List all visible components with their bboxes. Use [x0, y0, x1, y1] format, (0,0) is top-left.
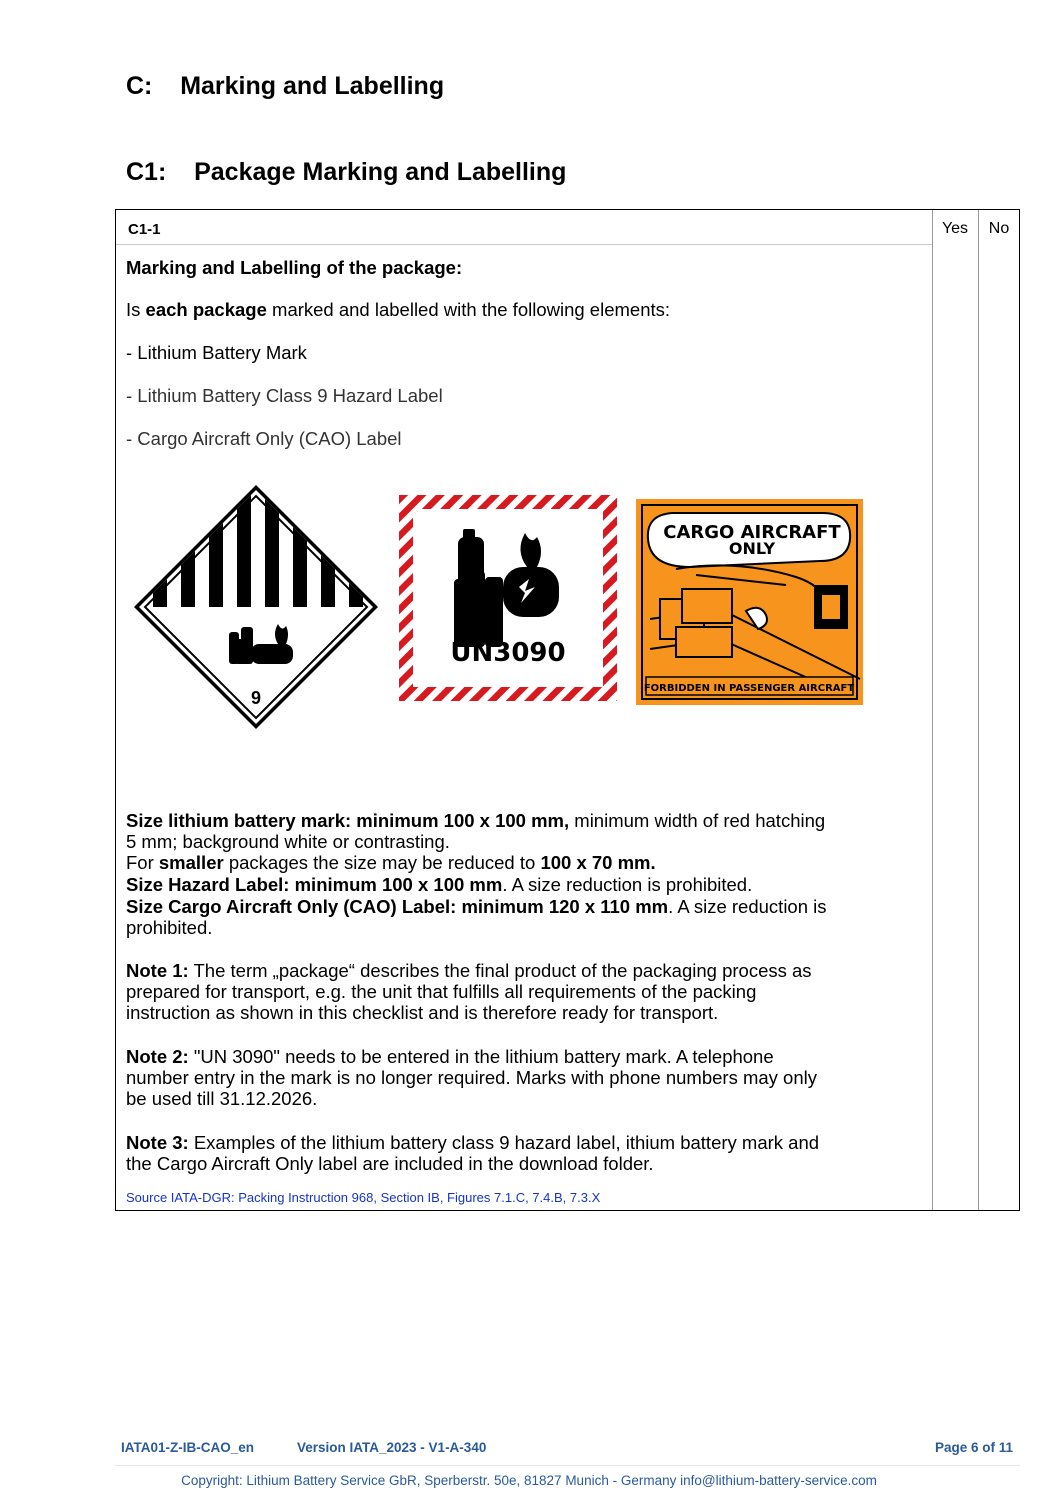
- subsection-heading: C1: Package Marking and Labelling: [126, 158, 567, 186]
- column-divider: [978, 210, 979, 1210]
- hazard-class-number: 9: [250, 688, 262, 708]
- footer-divider: [115, 1465, 1020, 1466]
- class-9-hazard-label: [133, 484, 379, 732]
- note-2-line: be used till 31.12.2026.: [126, 1088, 318, 1109]
- header-rule: [116, 244, 932, 245]
- checklist-table: [115, 209, 1020, 1211]
- column-divider: [932, 210, 933, 1210]
- note-3-line: the Cargo Aircraft Only label are included in the download folder.: [126, 1153, 654, 1174]
- note-1-line: prepared for transport, e.g. the unit that fulfills all requirements of the packing: [126, 981, 757, 1002]
- size-line: Size Cargo Aircraft Only (CAO) Label: minimum 120 x 110 mm. A size reduction is: [126, 896, 827, 917]
- checklist-question: Is each package marked and labelled with the following elements:: [126, 299, 671, 320]
- cao-bottom-text: FORBIDDEN IN PASSENGER AIRCRAFT: [643, 683, 855, 694]
- cao-title-line1: CARGO AIRCRAFT: [663, 522, 841, 543]
- un-number-text: UN3090: [450, 638, 566, 668]
- note-1: Note 1: The term „package“ describes the final product of the packaging process as: [126, 960, 812, 981]
- footer-page-number: Page 6 of 11: [934, 1440, 1013, 1455]
- list-item: - Lithium Battery Class 9 Hazard Label: [126, 385, 443, 406]
- size-line: For smaller packages the size may be reduced to 100 x 70 mm.: [126, 852, 656, 873]
- note-1-line: instruction as shown in this checklist and is therefore ready for transport.: [126, 1002, 719, 1023]
- footer-doc-id: IATA01-Z-IB-CAO_en: [121, 1440, 255, 1455]
- list-item: - Cargo Aircraft Only (CAO) Label: [126, 428, 402, 449]
- lithium-battery-mark: [399, 495, 617, 701]
- note-2-line: number entry in the mark is no longer required. Marks with phone numbers may only: [126, 1067, 817, 1088]
- no-column-header[interactable]: No: [988, 220, 1010, 237]
- checklist-item-id: C1-1: [128, 221, 161, 238]
- size-line: prohibited.: [126, 917, 213, 938]
- note-2: Note 2: "UN 3090" needs to be entered in the lithium battery mark. A telephone: [126, 1046, 774, 1067]
- size-line: Size Hazard Label: minimum 100 x 100 mm. A size reduction is prohibited.: [126, 874, 753, 895]
- note-3: Note 3: Examples of the lithium battery class 9 hazard label, ithium battery mark and: [126, 1132, 820, 1153]
- source-reference: Source IATA-DGR: Packing Instruction 968, Section IB, Figures 7.1.C, 7.4.B, 7.3.X: [126, 1190, 601, 1205]
- size-line: 5 mm; background white or contrasting.: [126, 831, 450, 852]
- cao-title-line2: ONLY: [728, 539, 776, 558]
- list-item: - Lithium Battery Mark: [126, 342, 307, 363]
- footer-version: Version IATA_2023 - V1-A-340: [297, 1440, 487, 1455]
- checklist-heading: Marking and Labelling of the package:: [126, 257, 463, 278]
- yes-column-header[interactable]: Yes: [941, 220, 969, 237]
- section-heading: C: Marking and Labelling: [126, 72, 445, 100]
- size-line: Size lithium battery mark: minimum 100 x 100 mm, minimum width of red hatching: [126, 810, 826, 831]
- footer-copyright: Copyright: Lithium Battery Service GbR, Sperberstr. 50e, 81827 Munich - Germany info@lithium-battery-service.com: [181, 1473, 877, 1488]
- cargo-aircraft-only-label: [636, 499, 863, 705]
